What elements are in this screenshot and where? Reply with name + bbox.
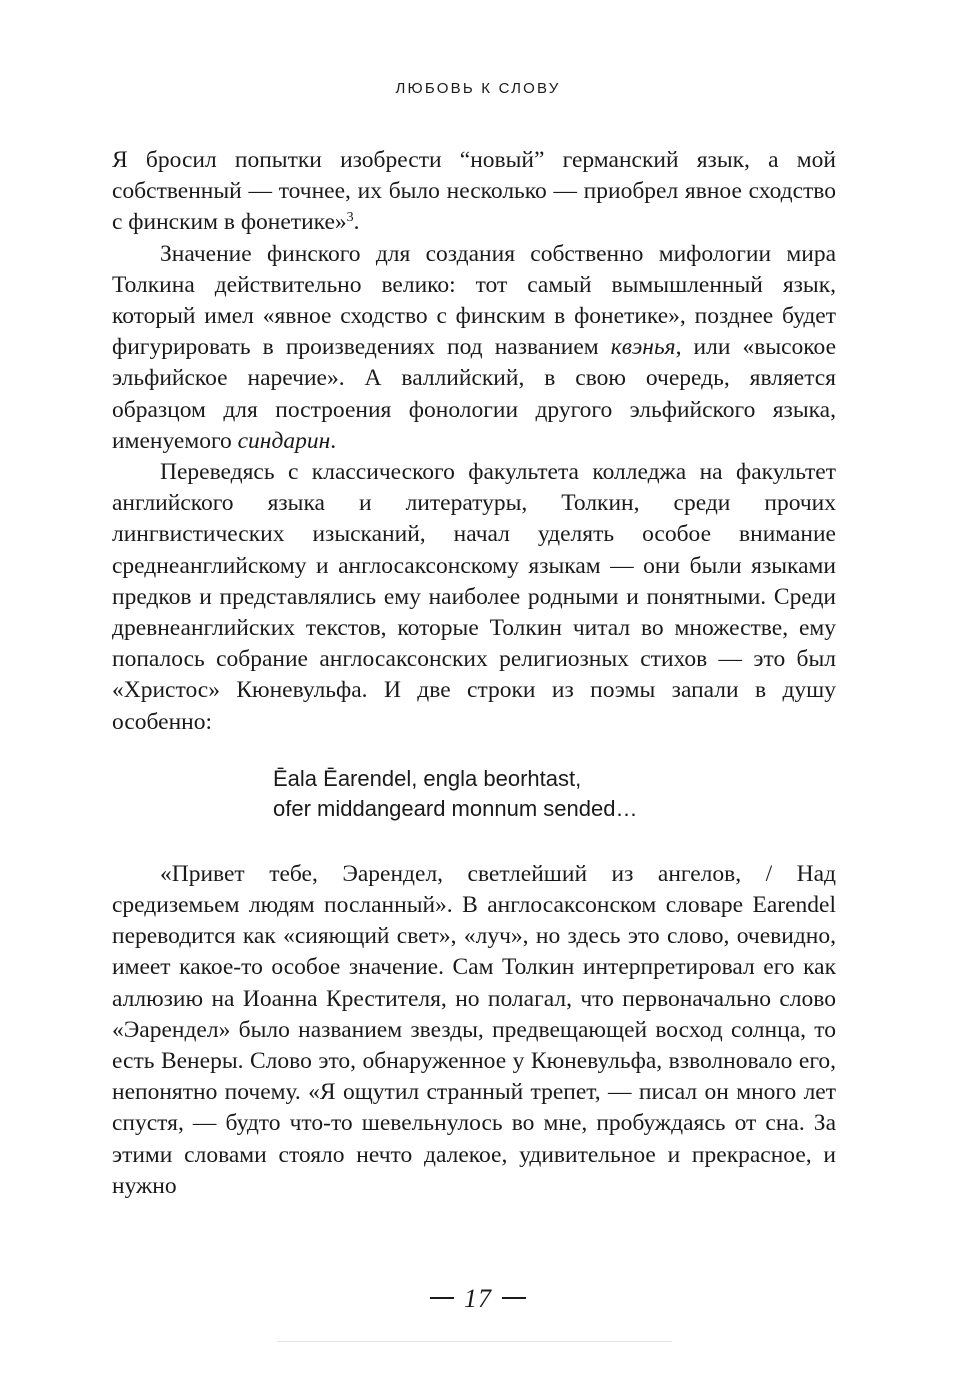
verse-line-1: Ēala Ēarendel, engla beorhtast, <box>273 765 582 791</box>
paragraph-2-part-a: Значение финского для создания собственно мифологии мира Толкина действительно велико: тот самый вымышленный язык, который имел «явное сходство с финским в фонетике», позднее будет фигурировать в произведениях под названием <box>112 240 836 361</box>
bottom-rule <box>277 1341 672 1342</box>
paragraph-2-part-b: , или «высокое эльфийское наречие». А валлийский, в свою очередь, является образцом для построения фонологии другого эльфийского языка, именуемого <box>112 334 836 454</box>
paragraph-2 <box>112 239 836 457</box>
paragraph-1-tail: . <box>353 209 360 236</box>
page-number-text: 17 <box>464 1284 492 1313</box>
page-number <box>0 1284 956 1314</box>
body-text <box>112 145 836 1202</box>
footnote-ref[interactable]: 3 <box>346 210 354 226</box>
paragraph-2-part-c: . <box>330 427 337 454</box>
paragraph-1 <box>112 145 836 239</box>
folio-dash-right <box>502 1297 526 1299</box>
verse-line-2: ofer middangeard monnum sended… <box>273 796 638 822</box>
paragraph-4: «Привет тебе, Эарендел, светлейший из ангелов, / Над средиземьем людям посланный». В англосаксонском словаре Earendel переводится как «сияющий свет», «луч», но здесь это слово, очевидно, имеет какое-то особое значение. Сам Толкин интерпретировал его как аллюзию на Иоанна Крестителя, но полагал, что первоначально слово «Эарендел» было названием звезды, предвещающей восход солнца, то есть Венеры. Слово это, обнаруженное у Кюневульфа, взволновало его, непонятно почему. «Я ощутил странный трепет, — писал он много лет спустя, — будто что-то шевельнулось во мне, пробуждаясь от сна. За этими словами стояло нечто далекое, удивительное и прекрасное, и нужно <box>112 860 836 1199</box>
paragraph-3: Переведясь с классического факультета колледжа на факультет английского языка и литературы, Толкин, среди прочих лингвистических изысканий, начал уделять особое внимание среднеанглийскому и англосаксонскому языкам — они были языками предков и представлялись ему наиболее родными и понятными. Среди древнеанглийских текстов, которые Толкин читал во множестве, ему попалось собрание англосаксонских религиозных стихов — это был «Христос» Кюневульфа. И две строки из поэмы запали в душу особенно: <box>112 459 836 735</box>
paragraph-1-text: Я бросил попытки изобрести “новый” германский язык, а мой собственный — точнее, их было несколько — приобрел явное сходство с финским в фонетике» <box>112 147 836 236</box>
verse-quote <box>112 764 836 825</box>
running-head: ЛЮБОВЬ К СЛОВУ <box>395 80 561 97</box>
term-quenya: квэнья <box>610 334 676 361</box>
folio-dash-left <box>430 1297 454 1299</box>
term-sindarin: синдарин <box>237 427 331 454</box>
